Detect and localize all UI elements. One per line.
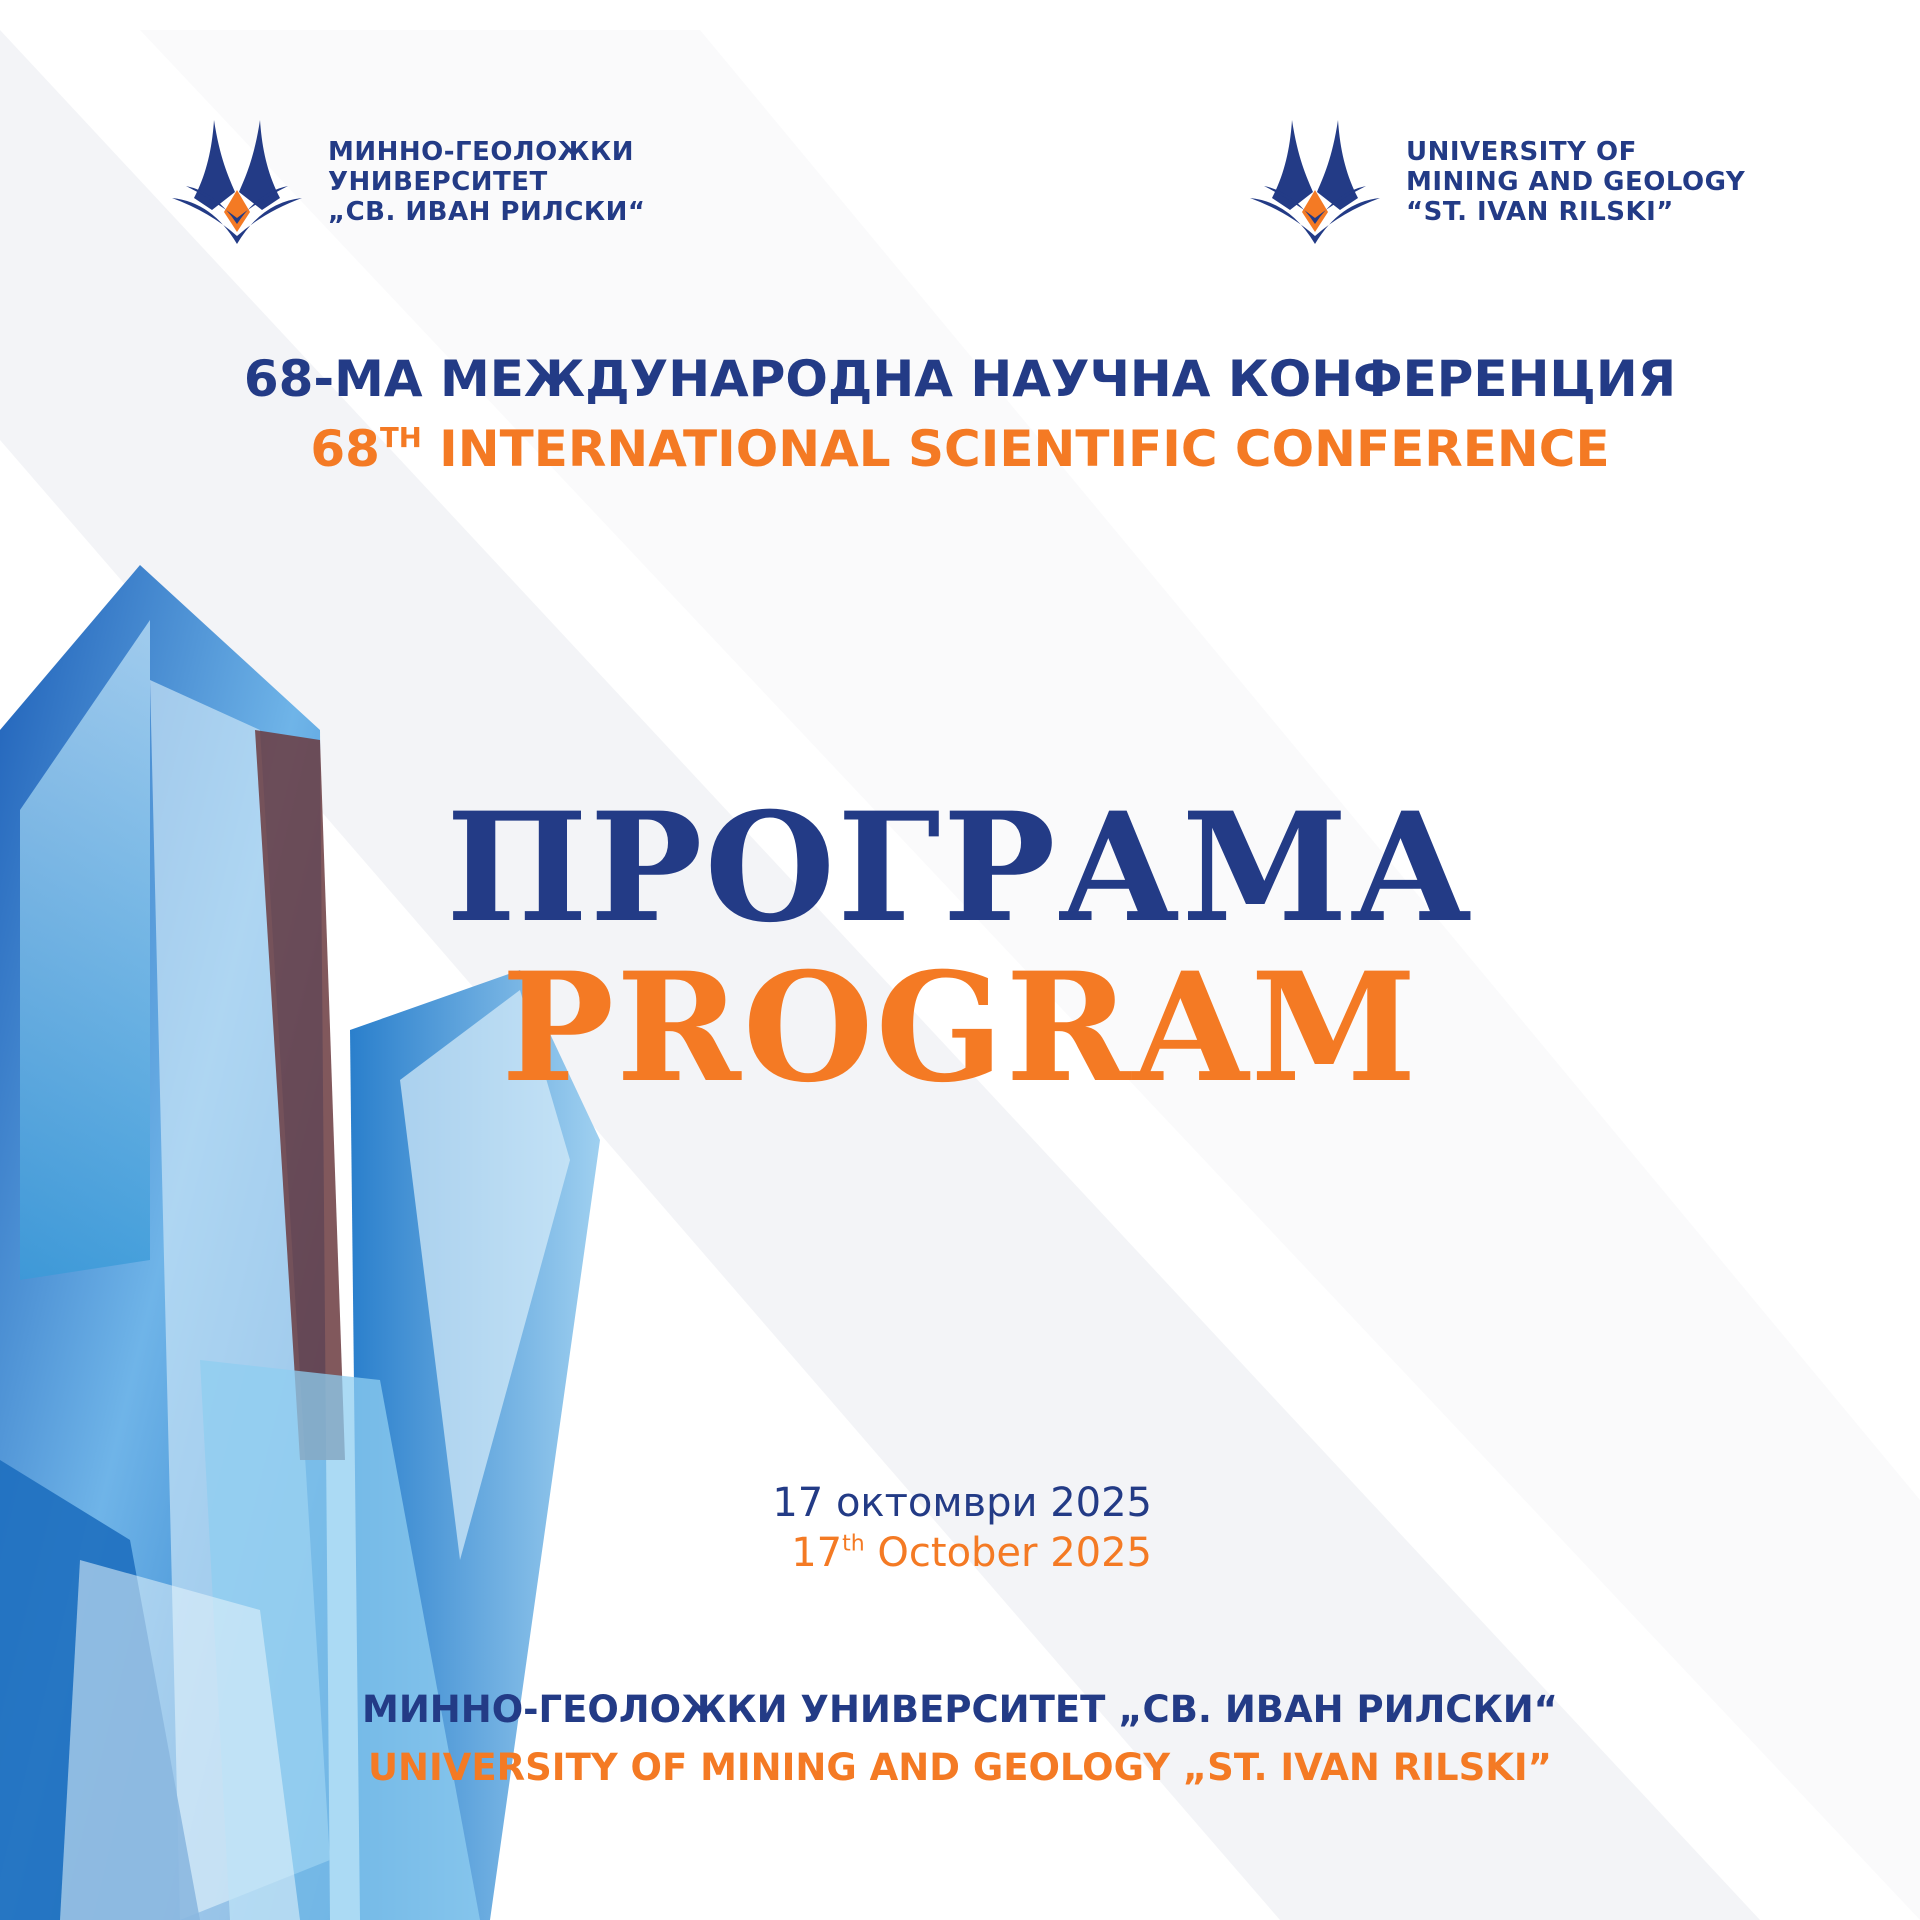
program-title-bg: ПРОГРАМА xyxy=(446,780,1474,956)
conference-title-bg: 68-МА МЕЖДУНАРОДНА НАУЧНА КОНФЕРЕНЦИЯ xyxy=(243,350,1677,408)
date-en-suffix: th xyxy=(842,1531,865,1557)
university-emblem-icon xyxy=(172,120,302,244)
conference-number: 68 xyxy=(310,420,380,478)
university-emblem-icon xyxy=(1250,120,1380,244)
footer-university-en: UNIVERSITY OF MINING AND GEOLOGY „ST. IVAN RILSKI” xyxy=(367,1746,1553,1789)
logo-en-line-3: “ST. IVAN RILSKI” xyxy=(1406,197,1674,227)
logo-bg-line-3: „СВ. ИВАН РИЛСКИ“ xyxy=(328,197,646,227)
event-date xyxy=(772,1478,1152,1578)
logo-en-line-2: MINING AND GEOLOGY xyxy=(1406,167,1746,197)
date-en-day: 17 xyxy=(791,1530,843,1576)
date-bg: 17 октомври 2025 xyxy=(772,1480,1152,1526)
logo-bg-line-2: УНИВЕРСИТЕТ xyxy=(328,167,548,197)
program-title-en: PROGRAM xyxy=(501,940,1419,1116)
logo-bulgarian xyxy=(172,120,646,244)
date-en xyxy=(772,1528,1152,1578)
footer-university-bg: МИННО-ГЕОЛОЖКИ УНИВЕРСИТЕТ „СВ. ИВАН РИЛСКИ“ xyxy=(362,1688,1558,1731)
logo-english xyxy=(1250,120,1745,244)
ordinal-suffix: TH xyxy=(379,421,422,454)
logo-bg-line-1: МИННО-ГЕОЛОЖКИ xyxy=(328,137,635,167)
date-en-rest: October 2025 xyxy=(864,1530,1152,1576)
logo-en-line-1: UNIVERSITY OF xyxy=(1406,137,1637,167)
conference-title-en-text: INTERNATIONAL SCIENTIFIC CONFERENCE xyxy=(421,420,1610,478)
conference-title-en xyxy=(0,420,1920,478)
